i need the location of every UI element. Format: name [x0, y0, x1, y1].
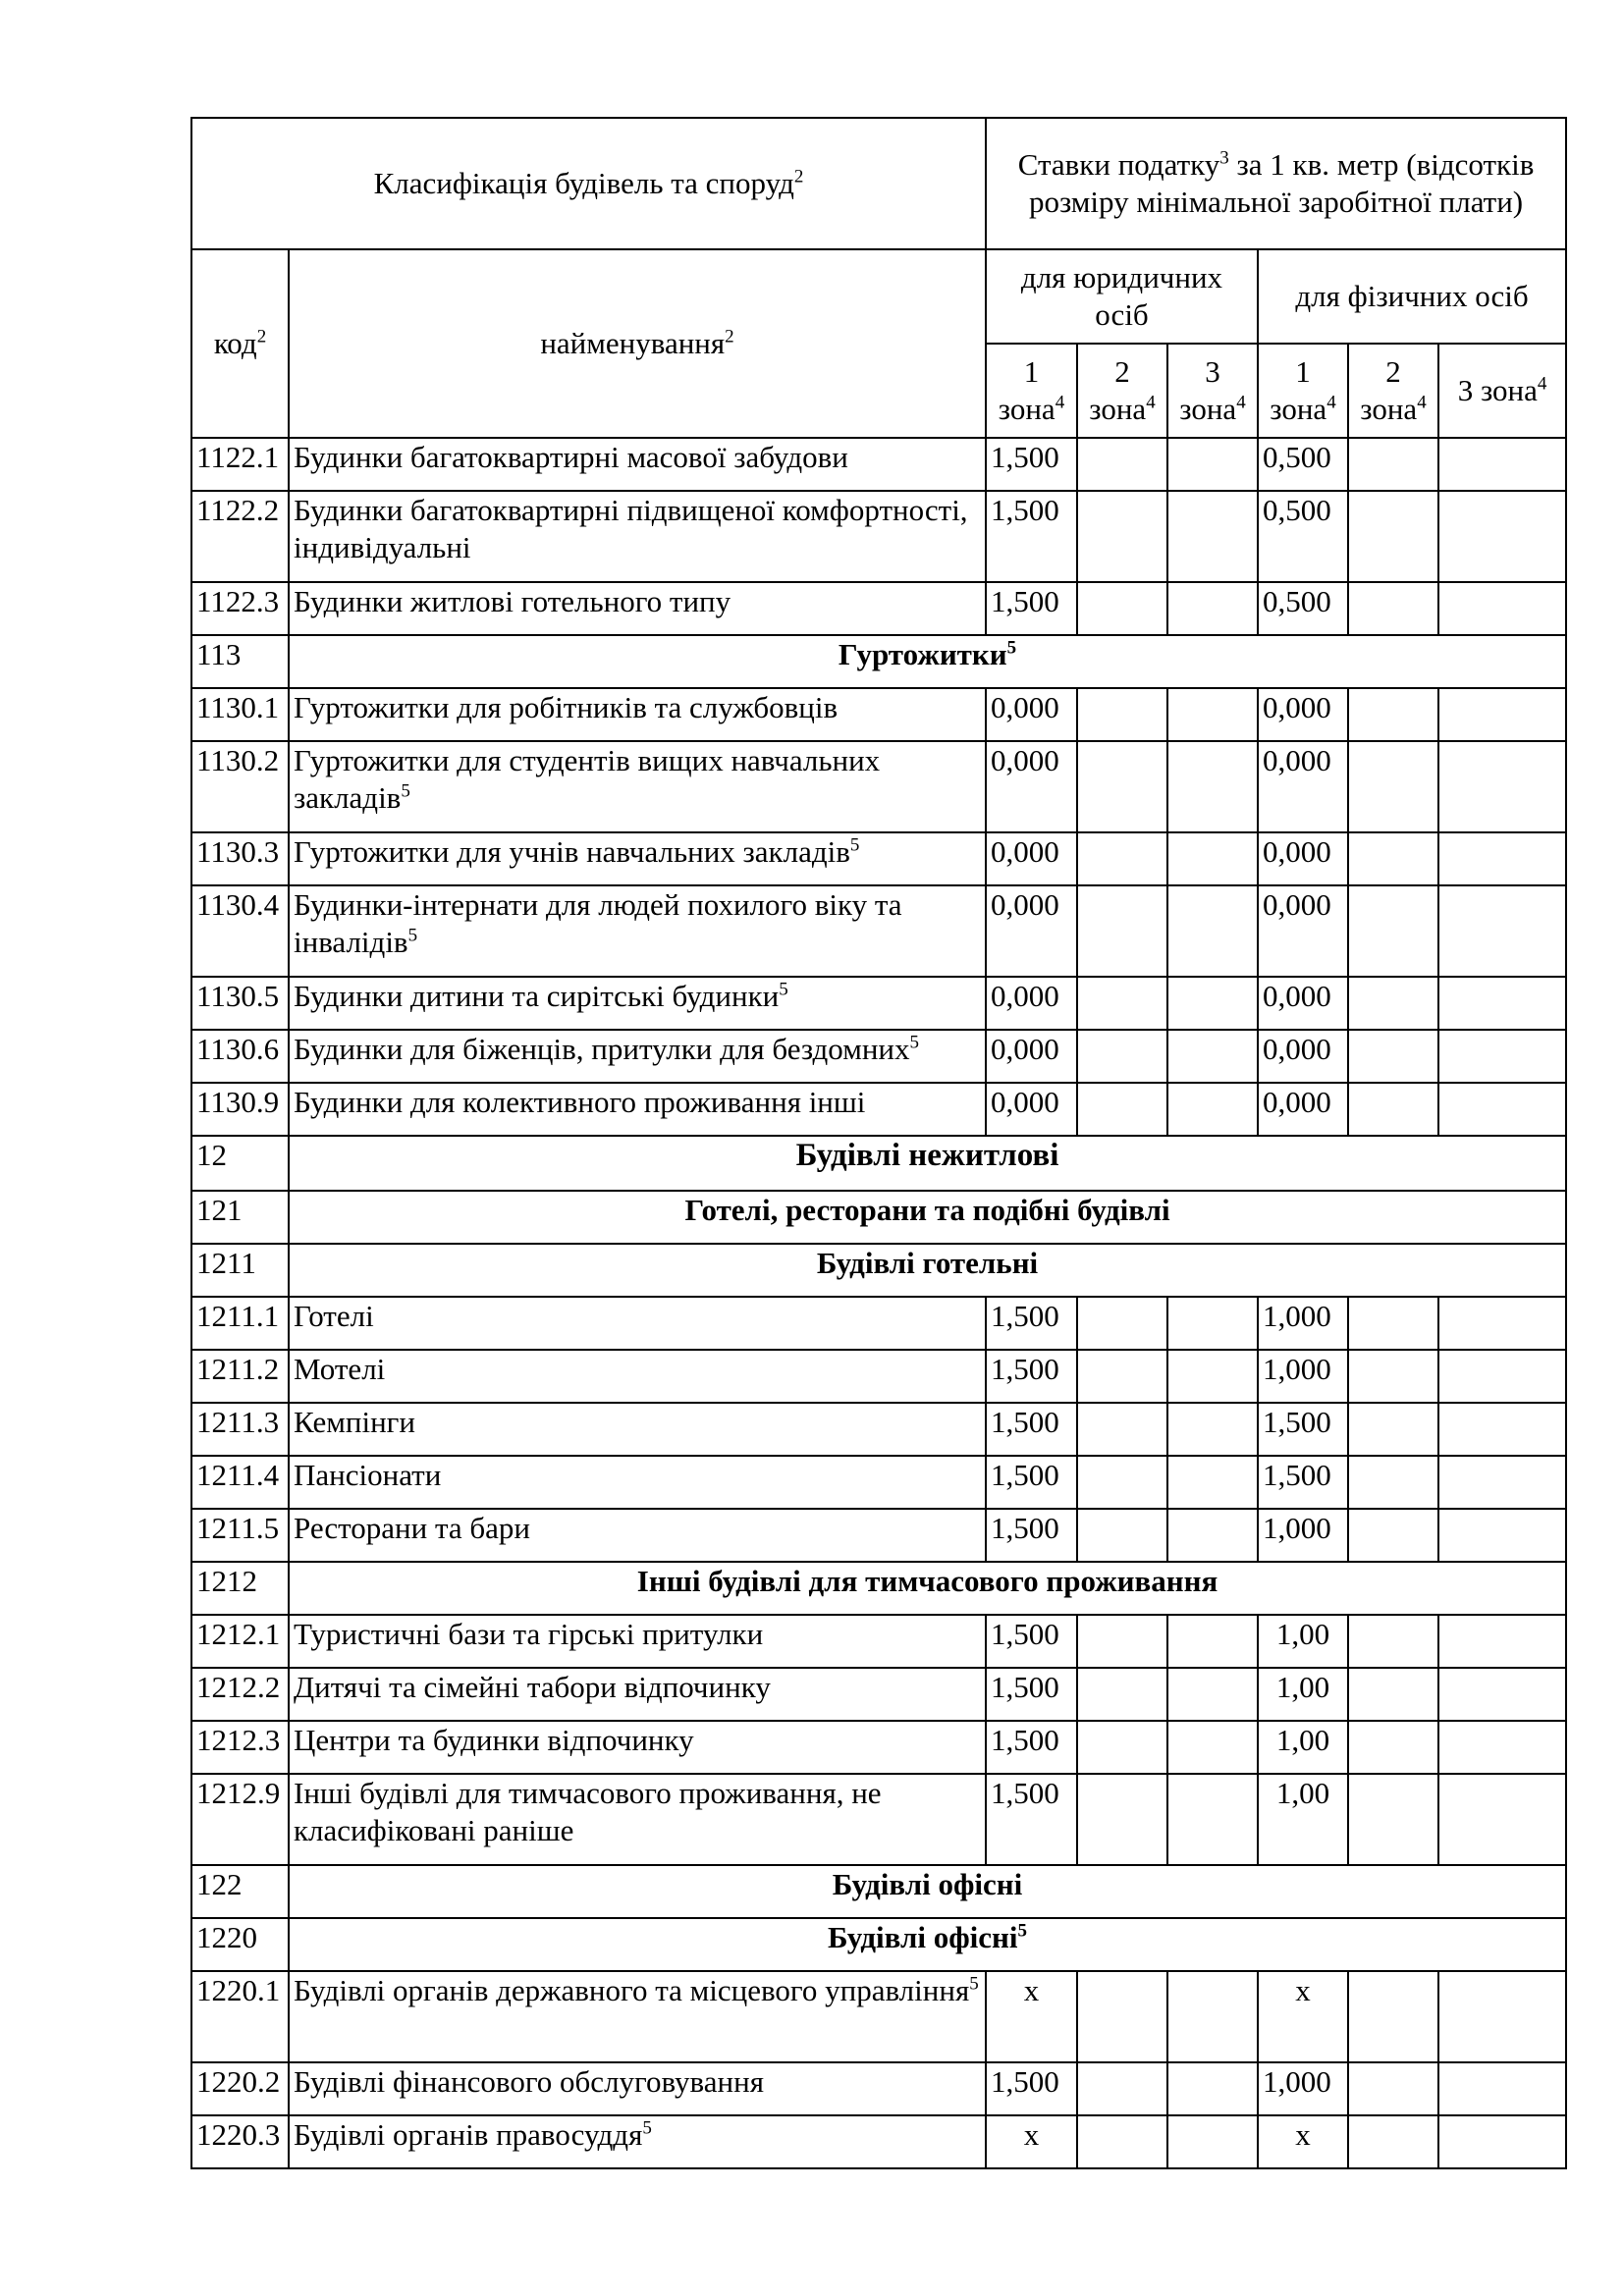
row-name: Будинки дитини та сирітські будинки$^5$ — [289, 977, 986, 1030]
legal-zone-1-rate: 1,500 — [986, 1456, 1077, 1509]
name-header: найменування$^2$ — [289, 249, 986, 438]
row-code: 1220 — [191, 1918, 289, 1971]
legal-zone-2-header: 2 зона$^4$ — [1077, 344, 1167, 438]
individual-zone-1-rate: 1,000 — [1258, 1297, 1348, 1350]
row-code: 12 — [191, 1136, 289, 1191]
section-title: Готелі, ресторани та подібні будівлі — [289, 1191, 1566, 1244]
legal-zone-1-rate: 1,500 — [986, 1774, 1077, 1865]
section-title: Будівлі офісні — [289, 1865, 1566, 1918]
row-name: Гуртожитки для робітників та службовців — [289, 688, 986, 741]
row-name: Центри та будинки відпочинку — [289, 1721, 986, 1774]
row-name: Будівлі органів правосуддя$^5$ — [289, 2115, 986, 2168]
row-name: Гуртожитки для учнів навчальних закладів$^5$ — [289, 832, 986, 885]
row-name: Пансіонати — [289, 1456, 986, 1509]
individual-zone-1-rate: 0,000 — [1258, 1083, 1348, 1136]
tax-rates-table — [190, 117, 1567, 2169]
table-row — [191, 1403, 1566, 1456]
table-row — [191, 1721, 1566, 1774]
section-row — [191, 1191, 1566, 1244]
row-name: Будівлі фінансового обслуговування — [289, 2062, 986, 2115]
legal-entities-header: для юридичних осіб — [986, 249, 1258, 344]
individual-zone-1-rate: x — [1258, 1971, 1348, 2062]
table-row — [191, 1350, 1566, 1403]
row-code: 1220.3 — [191, 2115, 289, 2168]
section-title: Інші будівлі для тимчасового проживання — [289, 1562, 1566, 1615]
legal-zone-1-rate: 1,500 — [986, 491, 1077, 582]
table-row — [191, 1509, 1566, 1562]
row-name: Будинки багатоквартирні підвищеної комфортності, індивідуальні — [289, 491, 986, 582]
row-code: 122 — [191, 1865, 289, 1918]
individual-zone-1-rate: 0,000 — [1258, 1030, 1348, 1083]
legal-zone-1-rate: 1,500 — [986, 1509, 1077, 1562]
row-name: Інші будівлі для тимчасового проживання, не класифіковані раніше — [289, 1774, 986, 1865]
legal-zone-1-rate: 1,500 — [986, 1721, 1077, 1774]
legal-zone-1-rate: x — [986, 1971, 1077, 2062]
row-code: 1122.3 — [191, 582, 289, 635]
row-code: 1122.2 — [191, 491, 289, 582]
individual-zone-1-rate: 0,000 — [1258, 885, 1348, 977]
individual-zone-1-header: 1 зона$^4$ — [1258, 344, 1348, 438]
row-code: 1130.9 — [191, 1083, 289, 1136]
individual-zone-2-header: 2 зона$^4$ — [1348, 344, 1438, 438]
table-row — [191, 1030, 1566, 1083]
individual-zone-1-rate: 1,00 — [1258, 1668, 1348, 1721]
row-code: 1211.1 — [191, 1297, 289, 1350]
row-name: Кемпінги — [289, 1403, 986, 1456]
individual-zone-1-rate: 0,000 — [1258, 977, 1348, 1030]
row-code: 1130.6 — [191, 1030, 289, 1083]
row-code: 1130.2 — [191, 741, 289, 832]
row-name: Туристичні бази та гірські притулки — [289, 1615, 986, 1668]
table-row — [191, 1774, 1566, 1865]
individual-zone-1-rate: 1,500 — [1258, 1403, 1348, 1456]
row-code: 1212.9 — [191, 1774, 289, 1865]
table-row — [191, 438, 1566, 491]
legal-zone-1-rate: 0,000 — [986, 741, 1077, 832]
individual-zone-1-rate: 1,000 — [1258, 1509, 1348, 1562]
table-row — [191, 2062, 1566, 2115]
individual-zone-1-rate: 1,00 — [1258, 1774, 1348, 1865]
individual-zone-1-rate: 0,000 — [1258, 688, 1348, 741]
row-code: 1211 — [191, 1244, 289, 1297]
individual-zone-1-rate: 0,500 — [1258, 438, 1348, 491]
individuals-header: для фізичних осіб — [1258, 249, 1566, 344]
table-row — [191, 1615, 1566, 1668]
table-row — [191, 977, 1566, 1030]
legal-zone-1-rate: 1,500 — [986, 1403, 1077, 1456]
row-code: 1211.4 — [191, 1456, 289, 1509]
legal-zone-3-header: 3 зона$^4$ — [1167, 344, 1258, 438]
table-row — [191, 688, 1566, 741]
row-name: Мотелі — [289, 1350, 986, 1403]
row-code: 1220.1 — [191, 1971, 289, 2062]
legal-zone-1-rate: 1,500 — [986, 1297, 1077, 1350]
section-row — [191, 1865, 1566, 1918]
table-row — [191, 491, 1566, 582]
legal-zone-1-rate: 0,000 — [986, 885, 1077, 977]
table-row — [191, 2115, 1566, 2168]
row-name: Будинки для колективного проживання інші — [289, 1083, 986, 1136]
legal-zone-1-rate: 1,500 — [986, 1668, 1077, 1721]
legal-zone-1-rate: 1,500 — [986, 1615, 1077, 1668]
row-code: 1211.3 — [191, 1403, 289, 1456]
individual-zone-3-header: 3 зона$^4$ — [1438, 344, 1566, 438]
legal-zone-1-rate: 1,500 — [986, 438, 1077, 491]
table-row — [191, 741, 1566, 832]
row-code: 1130.3 — [191, 832, 289, 885]
individual-zone-1-rate: 1,000 — [1258, 2062, 1348, 2115]
rates-header: Ставки податку$^3$ за 1 кв. метр (відсотків розміру мінімальної заробітної плати) — [986, 118, 1566, 249]
table-row — [191, 1971, 1566, 2062]
individual-zone-1-rate: 1,500 — [1258, 1456, 1348, 1509]
table-row — [191, 1456, 1566, 1509]
row-code: 1130.1 — [191, 688, 289, 741]
individual-zone-1-rate: 0,000 — [1258, 832, 1348, 885]
section-row — [191, 1918, 1566, 1971]
row-code: 1220.2 — [191, 2062, 289, 2115]
row-code: 1130.4 — [191, 885, 289, 977]
row-code: 121 — [191, 1191, 289, 1244]
legal-zone-1-rate: 0,000 — [986, 1030, 1077, 1083]
row-name: Будинки для біженців, притулки для бездомних$^5$ — [289, 1030, 986, 1083]
row-code: 1130.5 — [191, 977, 289, 1030]
row-code: 1211.2 — [191, 1350, 289, 1403]
individual-zone-1-rate: 0,500 — [1258, 491, 1348, 582]
row-code: 1122.1 — [191, 438, 289, 491]
legal-zone-1-rate: 0,000 — [986, 688, 1077, 741]
row-name: Гуртожитки для студентів вищих навчальних закладів$^5$ — [289, 741, 986, 832]
table-row — [191, 1668, 1566, 1721]
table-row — [191, 1297, 1566, 1350]
row-name: Будинки-інтернати для людей похилого віку та інвалідів$^5$ — [289, 885, 986, 977]
legal-zone-1-rate: 0,000 — [986, 832, 1077, 885]
code-header: код$^2$ — [191, 249, 289, 438]
table-row — [191, 582, 1566, 635]
section-title: Гуртожитки$^5$ — [289, 635, 1566, 688]
row-code: 1211.5 — [191, 1509, 289, 1562]
row-code: 1212.2 — [191, 1668, 289, 1721]
individual-zone-1-rate: x — [1258, 2115, 1348, 2168]
row-name: Готелі — [289, 1297, 986, 1350]
section-row — [191, 1244, 1566, 1297]
row-code: 1212 — [191, 1562, 289, 1615]
individual-zone-1-rate: 0,000 — [1258, 741, 1348, 832]
individual-zone-1-rate: 1,00 — [1258, 1615, 1348, 1668]
row-code: 113 — [191, 635, 289, 688]
table-row — [191, 885, 1566, 977]
row-name: Будівлі органів державного та місцевого управління$^5$ — [289, 1971, 986, 2062]
section-title: Будівлі офісні$^5$ — [289, 1918, 1566, 1971]
legal-zone-1-rate: 1,500 — [986, 582, 1077, 635]
legal-zone-1-rate: 1,500 — [986, 1350, 1077, 1403]
legal-zone-1-header: 1 зона$^4$ — [986, 344, 1077, 438]
individual-zone-1-rate: 0,500 — [1258, 582, 1348, 635]
legal-zone-1-rate: 1,500 — [986, 2062, 1077, 2115]
row-name: Ресторани та бари — [289, 1509, 986, 1562]
table-row — [191, 832, 1566, 885]
table-row — [191, 1083, 1566, 1136]
row-name: Дитячі та сімейні табори відпочинку — [289, 1668, 986, 1721]
row-name: Будинки житлові готельного типу — [289, 582, 986, 635]
individual-zone-1-rate: 1,000 — [1258, 1350, 1348, 1403]
individual-zone-1-rate: 1,00 — [1258, 1721, 1348, 1774]
section-row — [191, 1562, 1566, 1615]
section-title: Будівлі нежитлові — [289, 1136, 1566, 1191]
legal-zone-1-rate: x — [986, 2115, 1077, 2168]
row-code: 1212.3 — [191, 1721, 289, 1774]
row-name: Будинки багатоквартирні масової забудови — [289, 438, 986, 491]
section-title: Будівлі готельні — [289, 1244, 1566, 1297]
row-code: 1212.1 — [191, 1615, 289, 1668]
section-row — [191, 1136, 1566, 1191]
legal-zone-1-rate: 0,000 — [986, 977, 1077, 1030]
classification-header: Класифікація будівель та споруд$^2$ — [191, 118, 986, 249]
section-row — [191, 635, 1566, 688]
legal-zone-1-rate: 0,000 — [986, 1083, 1077, 1136]
